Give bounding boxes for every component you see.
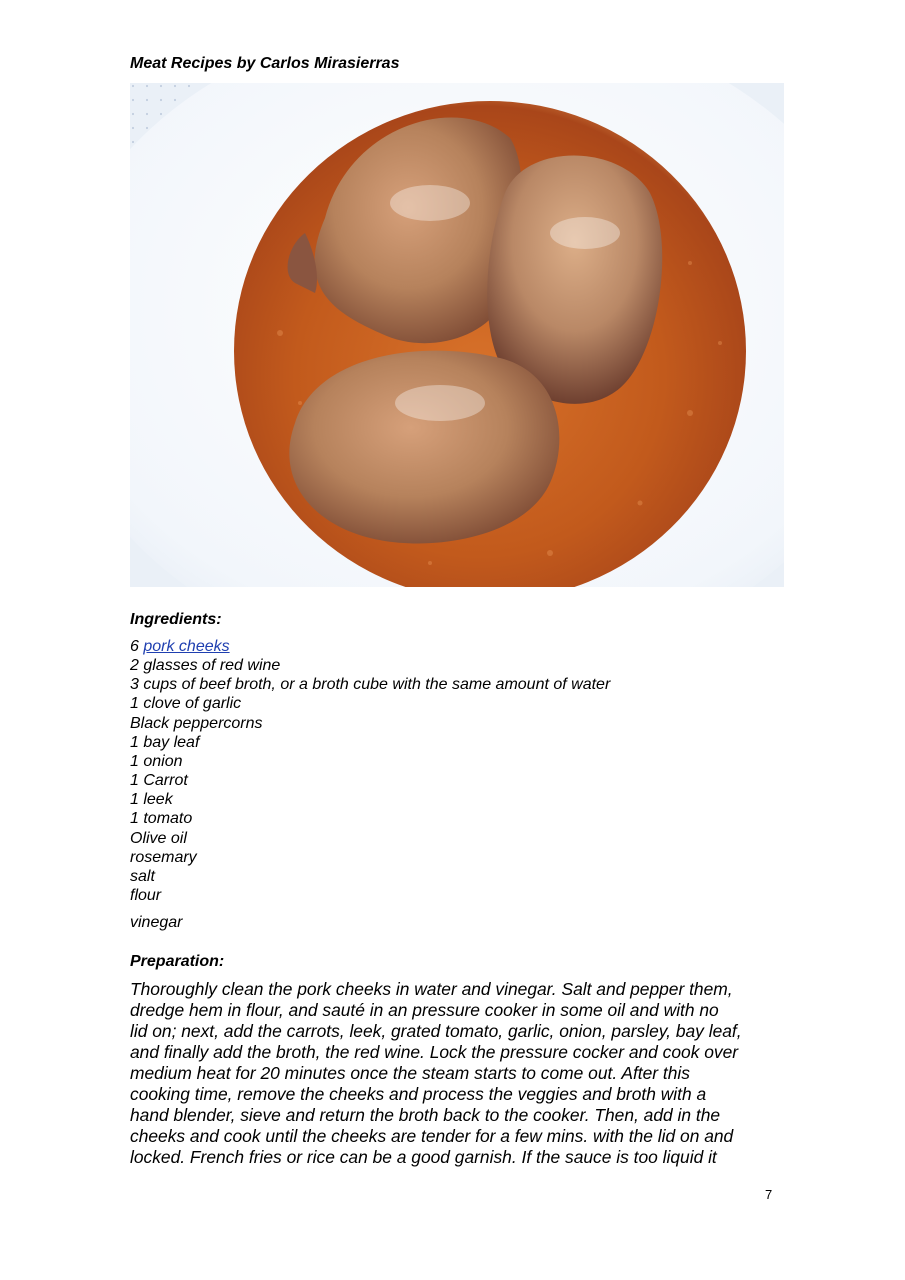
ingredient-item: 1 bay leaf [130, 733, 200, 751]
ingredient-item: 1 leek [130, 791, 173, 809]
preparation-line: cheeks and cook until the cheeks are tender for a few mins. with the lid on and [130, 1126, 734, 1146]
ingredient-item: 1 tomato [130, 810, 193, 828]
ingredient-item: 3 cups of beef broth, or a broth cube with the same amount of water [130, 676, 611, 694]
preparation-line: dredge hem in flour, and sauté in an pressure cooker in some oil and with no [130, 1000, 719, 1020]
ingredient-item: Black peppercorns [130, 714, 263, 732]
ingredient-quantity: 6 [130, 638, 144, 655]
pork-cheek-3 [289, 351, 559, 544]
document-header: Meat Recipes by Carlos Mirasierras [130, 55, 400, 72]
ingredient-item: 1 clove of garlic [130, 695, 242, 713]
preparation-text [130, 979, 780, 1168]
preparation-line: lid on; next, add the carrots, leek, grated tomato, garlic, onion, parsley, bay leaf, [130, 1021, 742, 1041]
preparation-line: Thoroughly clean the pork cheeks in water and vinegar. Salt and pepper them, [130, 979, 733, 999]
preparation-line: hand blender, sieve and return the broth back to the cooker. Then, add in the [130, 1105, 721, 1125]
ingredient-item: flour [130, 887, 162, 905]
pork-cheeks-link[interactable]: pork cheeks [143, 638, 230, 655]
pork-cheeks-image [130, 83, 784, 587]
page-number: 7 [765, 1187, 773, 1202]
preparation-line: medium heat for 20 minutes once the steam starts to come out. After this [130, 1063, 690, 1083]
ingredients-list [130, 637, 610, 905]
preparation-line: locked. French fries or rice can be a good garnish. If the sauce is too liquid it [130, 1147, 717, 1167]
ingredient-item: rosemary [130, 848, 197, 866]
recipe-photo [130, 83, 784, 587]
ingredient-item: 1 onion [130, 752, 183, 770]
preparation-heading: Preparation: [130, 953, 225, 970]
preparation-line: and finally add the broth, the red wine. Lock the pressure cocker and cook over [130, 1042, 739, 1062]
ingredient-item: 2 glasses of red wine [130, 657, 281, 675]
ingredient-item-vinegar: vinegar [130, 914, 183, 931]
ingredient-item: salt [130, 867, 155, 885]
ingredient-item: Olive oil [130, 829, 187, 847]
preparation-line: cooking time, remove the cheeks and process the veggies and broth with a [130, 1084, 707, 1104]
ingredients-heading: Ingredients: [130, 611, 222, 628]
ingredient-item-pork-cheeks [130, 637, 610, 656]
ingredient-item: 1 Carrot [130, 772, 188, 790]
